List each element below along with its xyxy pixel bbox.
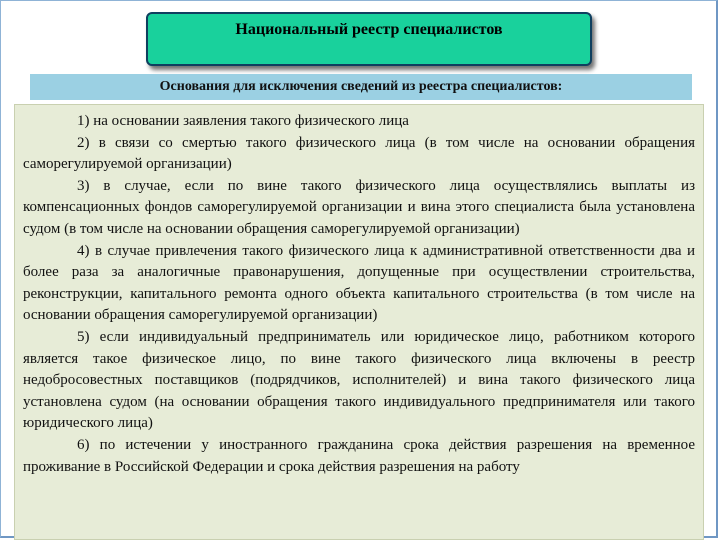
list-item: 6) по истечении у иностранного гражданина срока действия разрешения на временное проживание в Российской Федерации и срока действия разрешения на работу — [23, 436, 695, 475]
list-item: 5) если индивидуальный предприниматель или юридическое лицо, работником которого является такое физическое лицо, по вине такого физического лица включены в реестр недобросовестных поставщиков (подрядчиков, исполнителей) и вина такого физического лица установлена судом (на основании обращения такого индивидуального предпринимателя или такого юридического лица) — [23, 328, 695, 432]
list-item: 1) на основании заявления такого физического лица — [77, 113, 409, 129]
content-panel — [14, 104, 704, 540]
subtitle-bar — [30, 74, 692, 100]
title-box — [146, 12, 592, 66]
page-title: Национальный реестр специалистов — [235, 21, 503, 38]
list-item: 4) в случае привлечения такого физического лица к административной ответственности два и более раза за аналогичные правонарушения, допущенные при осуществлении строительства, реконструкции, капитального ремонта одного объекта капитального строительства (в том числе на основании обращения саморегулируемой организации) — [23, 242, 695, 324]
subtitle: Основания для исключения сведений из реестра специалистов: — [159, 79, 563, 94]
list-item: 3) в случае, если по вине такого физического лица осуществлялись выплаты из компенсационных фондов саморегулируемой организации и вина этого специалиста была установлена судом (в том числе на основании обращения саморегулируемой организации) — [23, 177, 695, 237]
list-item: 2) в связи со смертью такого физического лица (в том числе на основании обращения саморегулируемой организации) — [23, 134, 695, 173]
